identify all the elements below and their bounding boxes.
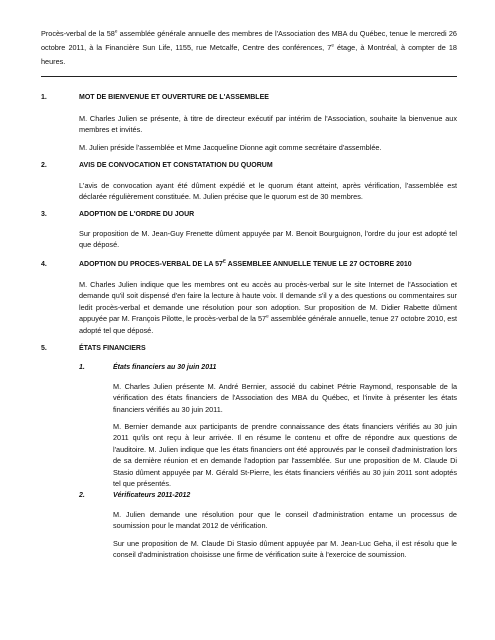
section-4-title-part-1: ADOPTION DU PROCES-VERBAL DE LA 57	[79, 261, 223, 268]
subsection-5-1-paragraph-1: M. Charles Julien présente M. André Bernier, associé du cabinet Pétrie Raymond, responsable de la vérification des états financiers de l'Association des MBA du Québec, et l'invite à présenter les états financiers vérifiés au 30 juin 2011.	[113, 382, 457, 414]
subsection-5-1-title: États financiers au 30 juin 2011	[113, 364, 217, 371]
section-4-title	[79, 258, 412, 268]
section-2-number: 2.	[41, 162, 47, 169]
section-4-text-1: M. Charles Julien indique que les membres ont eu accès au procès-verbal sur le site Internet de l'Association et demande qu'il soit dispensé d'en faire la lecture à haute voix. Il demande s'il y a des questions ou commentaires sur ledit procès-verbal et demande une résolution pour son adoption. Sur proposition de M. Didier Rabette dûment appuyée par M. François Pilotte, le procès-verbal de la 57	[79, 280, 457, 324]
intro-paragraph	[41, 27, 457, 69]
horizontal-divider	[41, 76, 457, 77]
section-4-paragraph-1	[79, 279, 457, 336]
section-3-title: ADOPTION DE L'ORDRE DU JOUR	[79, 211, 195, 218]
section-4-superscript: e	[266, 313, 269, 319]
section-2-paragraph-1: L'avis de convocation ayant été dûment expédié et le quorum étant atteint, après vérification, l'assemblée est déclarée régulièrement constituée. M. Julien précise que le quorum est de 30 membres.	[79, 181, 457, 202]
section-1-paragraph-2: M. Julien préside l'assemblée et Mme Jacqueline Dionne agit comme secrétaire d'assemblée.	[79, 143, 382, 152]
section-2-title: AVIS DE CONVOCATION ET CONSTATATION DU QUORUM	[79, 162, 273, 169]
section-4-text-2: assemblée générale annuelle, tenue 27 octobre 2010, est adopté tel que déposé.	[79, 314, 458, 335]
intro-superscript-1: e	[114, 28, 118, 34]
section-5-title: ÉTATS FINANCIERS	[79, 345, 146, 352]
intro-text-3: étage, à Montréal, à compter de 18 heures.	[41, 43, 457, 66]
section-1-paragraph-1: M. Charles Julien se présente, à titre de directeur exécutif par intérim de l'Association, souhaite la bienvenue aux membres et invités.	[79, 114, 457, 135]
section-4-title-superscript: E	[222, 258, 226, 264]
subsection-5-2-number: 2.	[79, 492, 85, 499]
subsection-5-2-paragraph-1: M. Julien demande une résolution pour que le conseil d'administration entame un processus de soumission pour le mandat 2012 de vérification.	[113, 510, 457, 531]
section-5-number: 5.	[41, 345, 47, 352]
intro-superscript-2: e	[331, 42, 334, 48]
section-3-number: 3.	[41, 211, 47, 218]
subsection-5-2-paragraph-2: Sur une proposition de M. Claude Di Stasio dûment appuyée par M. Jean-Luc Geha, il est résolu que le conseil d'administration choisisse une firme de vérification suite à l'exercice de soumission.	[113, 539, 457, 560]
subsection-5-2-title: Vérificateurs 2011-2012	[113, 492, 191, 499]
section-4-number: 4.	[41, 261, 47, 268]
subsection-5-1-number: 1.	[79, 364, 85, 371]
section-1-number: 1.	[41, 94, 47, 101]
intro-text-2: assemblée générale annuelle des membres de l'Association des MBA du Québec, tenue le mercredi 26 octobre 2011, à la Financière Sun Life, 1155, rue Metcalfe, Centre des conférences, 7	[41, 29, 457, 52]
intro-text-1: Procès-verbal de la 58	[41, 29, 115, 38]
section-1-title: MOT DE BIENVENUE ET OUVERTURE DE L'ASSEMBLEE	[79, 94, 269, 101]
section-3-paragraph-1: Sur proposition de M. Jean-Guy Frenette dûment appuyée par M. Benoit Bourguignon, l'ordre du jour est adopté tel que déposé.	[79, 229, 457, 250]
section-4-title-part-2: ASSEMBLEE ANNUELLE TENUE LE 27 OCTOBRE 2010	[226, 261, 412, 268]
subsection-5-1-paragraph-2: M. Bernier demande aux participants de prendre connaissance des états financiers vérifiés au 30 juin 2011 qu'ils ont reçu à leur arrivée. Il en résume le contenu et offre de répondre aux questions de l'auditoire. M. Julien indique que les états financiers ont été approuvés par le conseil d'administration lors de sa dernière réunion et en demande l'adoption par l'assemblée. Sur une proposition de M. Claude Di Stasio dûment appuyée par M. Gérald St-Pierre, les états financiers vérifiés au 30 juin 2011 sont adoptés tel que présentés.	[113, 422, 457, 489]
